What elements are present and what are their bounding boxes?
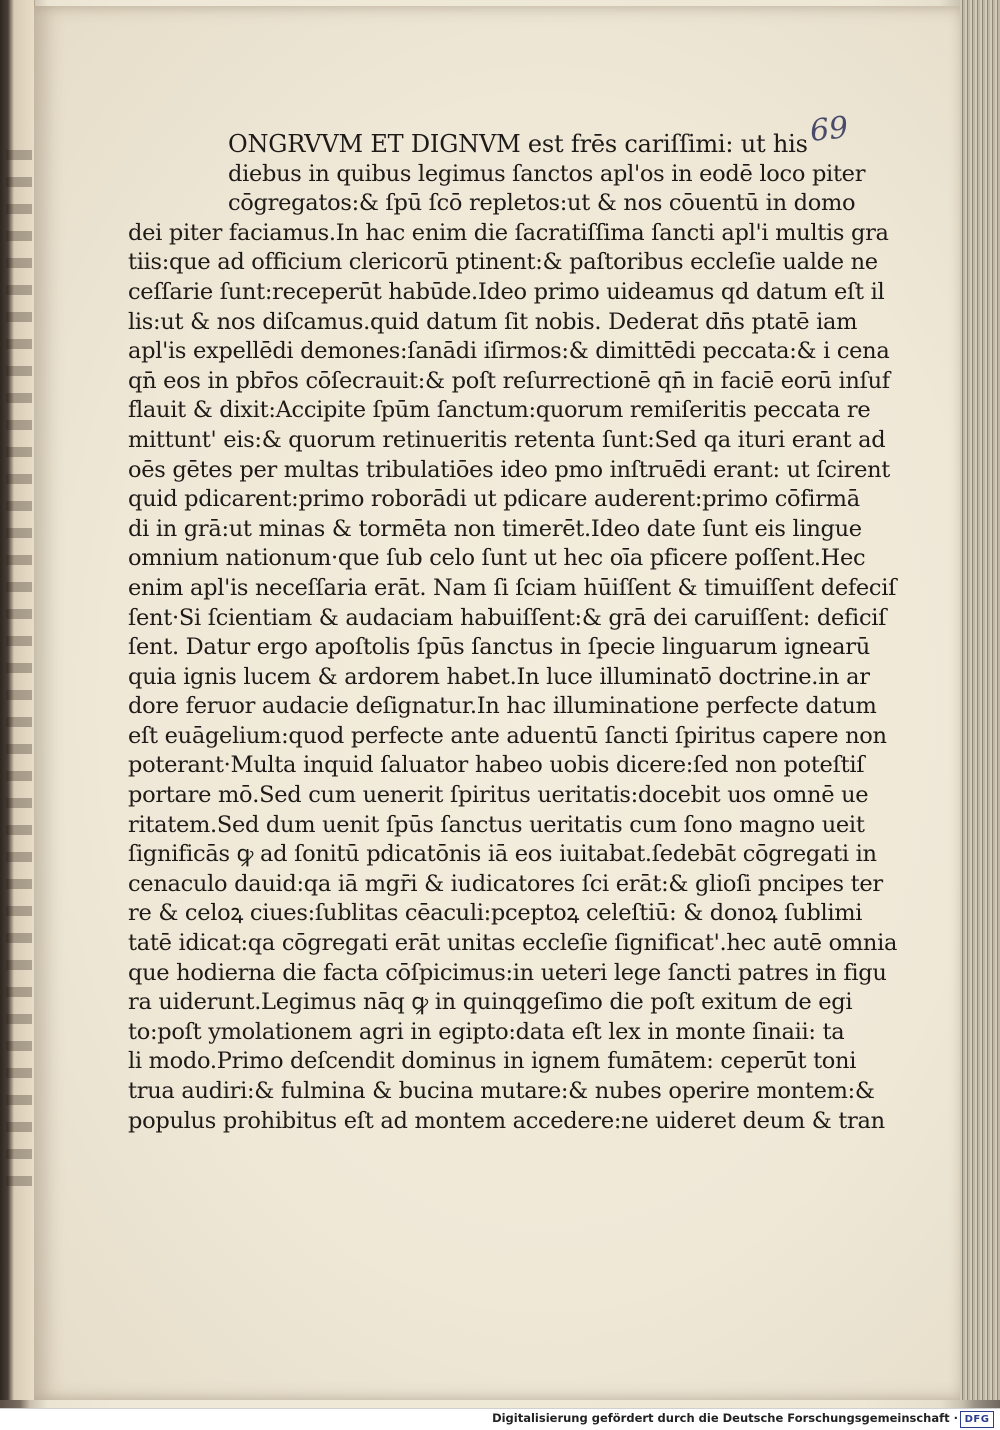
text-line: populus prohibitus eſt ad montem accedere:ne uideret deum & tran <box>128 1107 885 1134</box>
text-line: portare mō.Sed cum uenerit ſpiritus ueritatis:docebit uos omnē ue <box>128 782 869 809</box>
body-text <box>128 130 898 1136</box>
text-line: li modo.Primo deſcendit dominus in ignem fumātem: ceperūt toni <box>128 1048 857 1075</box>
text-line: omnium nationum·que ſub celo ſunt ut hec oīa pficere poſſent.Hec <box>128 545 866 572</box>
text-line: ONGRVVM ET DIGNVM est frēs cariſſimi: ut his <box>228 130 808 158</box>
text-line: diebus in quibus legimus ſanctos apl'os in eodē loco piter <box>228 160 866 187</box>
text-line: ra uiderunt.Legimus nāq ꝙ in quinqgeſimo die poſt exitum de egi <box>128 989 853 1016</box>
dfg-logo[interactable]: DFG <box>960 1411 994 1428</box>
text-line: di in grā:ut minas & tormēta non timerēt.Ideo date ſunt eis lingue <box>128 515 862 542</box>
text-line: oēs gētes per multas tribulatiōes ideo pmo inſtruēdi erant: ut ſcirent <box>128 456 891 483</box>
text-line: ſent·Si ſcientiam & audaciam habuiſſent:& grā dei caruiſſent: deficiſ <box>128 604 887 631</box>
text-line: quid pdicarent:primo roborādi ut pdicare auderent:primo cōfirmā <box>128 486 860 513</box>
page-edge-stack <box>960 0 1000 1400</box>
text-line: mittunt' eis:& quorum retinueritis retenta ſunt:Sed qa ituri erant ad <box>128 426 886 453</box>
facing-page-edge <box>0 0 35 1400</box>
text-line: tatē idicat:qa cōgregati erāt unitas eccleſie ſignificat'.hec autē omnia <box>128 930 898 957</box>
text-line: ceſſarie ſunt:receperūt habūde.Ideo primo uideamus qd datum eſt il <box>128 278 885 305</box>
text-line: qn̄ eos in pbr̄os cōſecrauit:& poſt reſurrectionē qn̄ in faciē eorū inſuf <box>128 367 890 394</box>
text-line: trua audiri:& fulmina & bucina mutare:& nubes operire montem:& <box>128 1078 875 1104</box>
text-line: dei piter faciamus.In hac enim die ſacratiſſima ſancti apl'i multis gra <box>128 219 889 246</box>
text-line: poterant·Multa inquid ſaluator habeo uobis dicere:ſed non poteſtiſ <box>128 752 865 779</box>
text-line: to:poſt ymolationem agri in egipto:data eſt lex in monte ſinaii: ta <box>128 1018 845 1045</box>
text-line: re & celoꝝ ciues:ſublitas cēaculi:pceptoꝝ celeſtiū: & donoꝝ ſublimi <box>128 900 863 927</box>
text-line: ritatem.Sed dum uenit ſpūs ſanctus ueritatis cum ſono magno ueit <box>128 811 865 838</box>
footer-credit: Digitalisierung gefördert durch die Deutsche Forschungsgemeinschaft · <box>492 1411 958 1425</box>
text-line: flauit & dixit:Accipite ſpūm ſanctum:quorum remiſeritis peccata re <box>128 397 871 424</box>
text-line: quia ignis lucem & ardorem habet.In luce illuminatō doctrine.in ar <box>128 663 870 690</box>
text-line: tiis:que ad officium clericorū ptinent:& paſtoribus eccleſie ualde ne <box>128 249 878 276</box>
footer-bar <box>0 1408 1000 1430</box>
text-line: cenaculo dauid:qa iā mgr̄i & iudicatores ſci erāt:& glioſi pncipes ter <box>128 870 883 897</box>
text-line: eſt euāgelium:quod perfecte ante aduentū ſancti ſpiritus capere non <box>128 722 887 749</box>
text-line: ſignificās ꝙ ad ſonitū pdicatōnis iā eos iuitabat.ſedebāt cōgregati in <box>128 841 877 868</box>
text-line: enim apl'is neceſſaria erāt. Nam ſi ſciam hūiſſent & timuiſſent defeciſ <box>128 574 897 601</box>
folio-number: 69 <box>808 110 850 149</box>
text-line: dore feruor audacie deſignatur.In hac illuminatione perfecte datum <box>128 693 877 720</box>
text-line: apl'is expellēdi demones:ſanādi iſirmos:& dimittēdi peccata:& i cena <box>128 338 890 365</box>
text-line: cōgregatos:& ſpū ſcō repletos:ut & nos cōuentū in domo <box>228 190 856 217</box>
facing-page-text-bleed <box>6 150 32 1200</box>
text-line: que hodierna die facta cōſpicimus:in ueteri lege ſancti patres in figu <box>128 959 887 986</box>
text-line: ſent. Datur ergo apoſtolis ſpūs ſanctus in ſpecie linguarum ignearū <box>128 634 870 661</box>
text-line: lis:ut & nos diſcamus.quid datum ſit nobis. Dederat dn̄s ptatē iam <box>128 308 858 335</box>
